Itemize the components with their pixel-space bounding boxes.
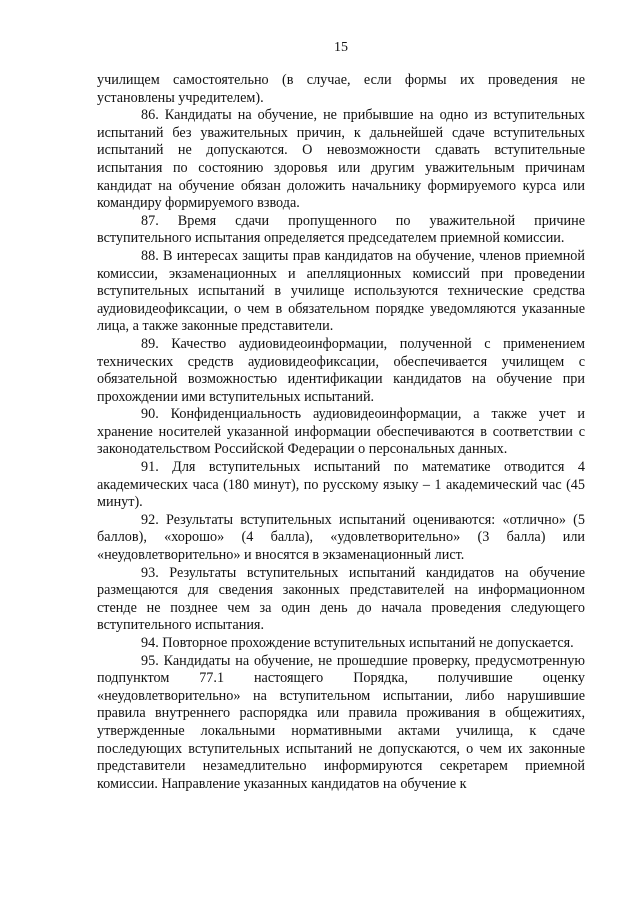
page-number: 15: [334, 40, 348, 55]
paragraph: 89. Качество аудиовидеоинформации, полученной с применением технических средств аудиовидеофиксации, обеспечивается училищем с обязательной возможностью идентификации кандидатов на обучение при прохождении ими вступительных испытаний.: [97, 335, 585, 405]
paragraph: училищем самостоятельно (в случае, если формы их проведения не установлены учредителем).: [97, 72, 585, 106]
paragraph: 88. В интересах защиты прав кандидатов на обучение, членов приемной комиссии, экзаменационных и апелляционных комиссий при проведении вступительных испытаний в училище используются технические средства аудиовидеофиксации, о чем в обязательном порядке уведомляются указанные лица, а также законные представители.: [97, 247, 585, 335]
paragraph: 91. Для вступительных испытаний по математике отводится 4 академических часа (180 минут), по русскому языку – 1 академический час (45 минут).: [97, 459, 585, 511]
paragraph: 87. Время сдачи пропущенного по уважительной причине вступительного испытания определяется председателем приемной комиссии.: [97, 212, 585, 247]
paragraph: 86. Кандидаты на обучение, не прибывшие на одно из вступительных испытаний без уважительных причин, к дальнейшей сдаче вступительных испытаний не допускаются. О невозможности сдавать вступительные испытания по состоянию здоровья или другим уважительным причинам кандидат на обучение обязан доложить начальнику формируемого курса или командиру формируемого взвода.: [97, 107, 585, 212]
paragraph: 90. Конфиденциальность аудиовидеоинформации, а также учет и хранение носителей указанной информации обеспечиваются в соответствии с законодательством Российской Федерации о персональных данных.: [97, 406, 585, 458]
paragraph: 94. Повторное прохождение вступительных испытаний не допускается.: [141, 635, 574, 651]
paragraph: 95. Кандидаты на обучение, не прошедшие проверку, предусмотренную подпунктом 77.1 настоящего Порядка, получившие оценку «неудовлетворительно» на вступительном испытании, либо нарушившие правила внутреннего распорядка или правила проживания в общежитиях, утвержденные локальными нормативными актами училища, к сдаче последующих вступительных испытаний не допускаются, о чем их законные представители незамедлительно информируются секретарем приемной комиссии. Направление указанных кандидатов на обучение к: [97, 652, 585, 792]
paragraph: 92. Результаты вступительных испытаний оцениваются: «отлично» (5 баллов), «хорошо» (4 балла), «удовлетворительно» (3 балла) или «неудовлетворительно» и вносятся в экзаменационный лист.: [97, 511, 585, 564]
paragraph: 93. Результаты вступительных испытаний кандидатов на обучение размещаются для сведения законных представителей на информационном стенде не позднее чем за один день до начала проведения следующего вступительного испытания.: [97, 564, 585, 634]
document-body: [97, 72, 585, 793]
